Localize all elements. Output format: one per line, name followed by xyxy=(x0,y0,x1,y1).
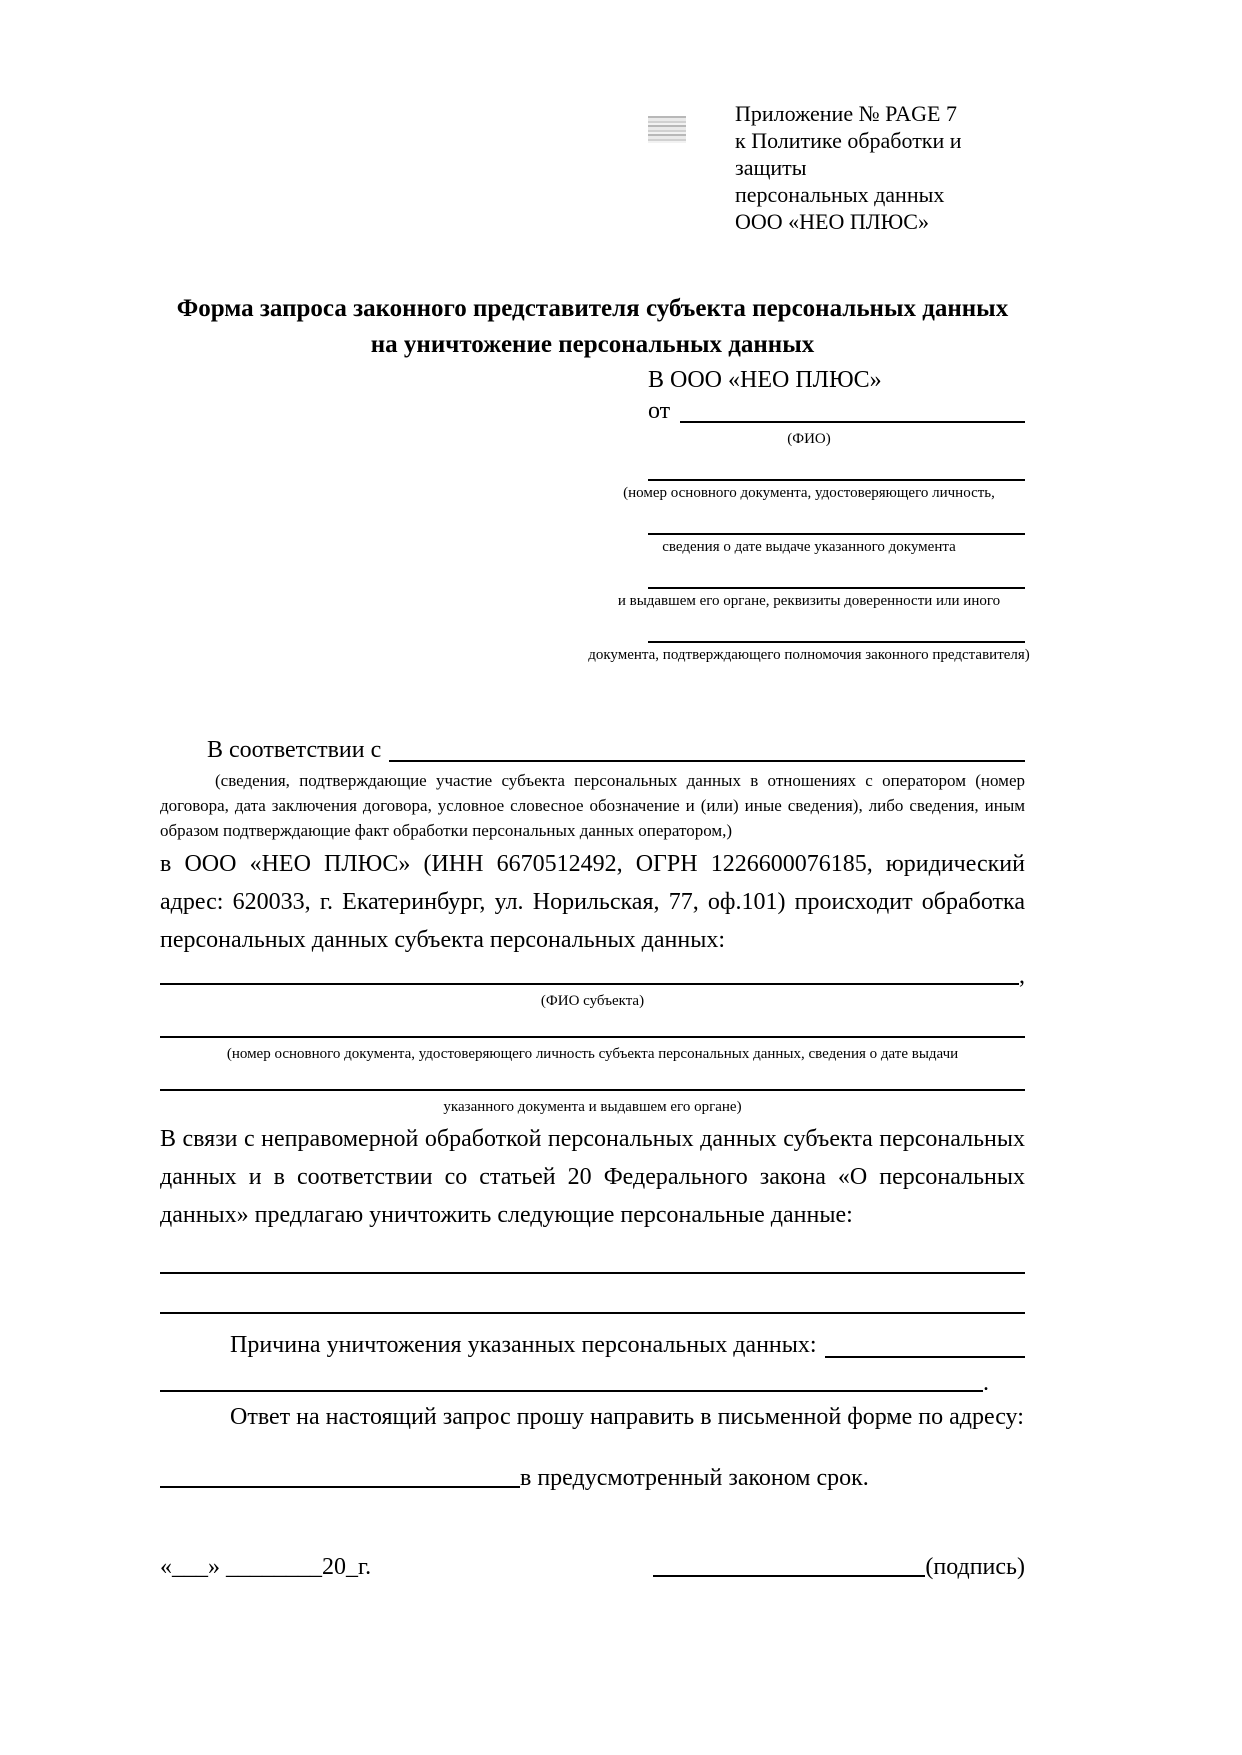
issue-date-caption: сведения о дате выдаче указанного документа xyxy=(662,539,956,555)
date-line[interactable]: «___» ________20_г. xyxy=(160,1554,372,1580)
document-number-input-line[interactable] xyxy=(648,450,1025,481)
document-header xyxy=(735,100,1025,235)
subject-fio-row xyxy=(160,959,1025,989)
addressee-company: В ООО «НЕО ПЛЮС» xyxy=(648,367,882,393)
answer-address-row xyxy=(160,1458,1025,1492)
answer-paragraph: Ответ на настоящий запрос прошу направить в письменной форме по адресу: xyxy=(230,1404,1024,1430)
signature-input-line[interactable] xyxy=(653,1575,925,1577)
subject-authority-caption: указанного документа и выдавшем его органе) xyxy=(443,1099,742,1115)
signature-group xyxy=(653,1554,1025,1581)
destroy-paragraph: В связи с неправомерной обработкой персональных данных субъекта персональных данных и в соответствии со статьей 20 Федерального закона «О персональных данных» предлагаю уничтожить следующие персональные данные: xyxy=(160,1126,1025,1228)
subject-document-caption: (номер основного документа, удостоверяющего личность субъекта персональных данных, сведения о дате выдачи xyxy=(226,1046,959,1062)
document-title xyxy=(160,291,1025,363)
issuing-authority-input-line[interactable] xyxy=(648,558,1025,589)
signature-caption: (подпись) xyxy=(925,1554,1025,1580)
field-code-lines-icon xyxy=(648,116,686,143)
fio-caption: (ФИО) xyxy=(787,431,831,447)
destroy-data-input-line-1[interactable] xyxy=(160,1234,1025,1274)
subject-fio-caption: (ФИО субъекта) xyxy=(540,993,645,1009)
reason-period: . xyxy=(983,1370,989,1396)
subject-authority-input-line[interactable] xyxy=(160,1088,1025,1091)
answer-term-text: в предусмотренный законом срок. xyxy=(520,1465,869,1491)
subject-document-input-line[interactable] xyxy=(160,1035,1025,1038)
signature-footer xyxy=(160,1554,1025,1581)
according-label: В соответствии с xyxy=(207,737,382,763)
according-input-line[interactable] xyxy=(389,759,1025,762)
reason-continuation-row xyxy=(160,1362,1025,1396)
destroy-data-input-line-2[interactable] xyxy=(160,1274,1025,1314)
reason-label: Причина уничтожения указанных персональных данных: xyxy=(230,1332,817,1358)
title-line-2: на уничтожение персональных данных xyxy=(370,331,815,358)
header-policy-line2: персональных данных xyxy=(735,182,945,207)
from-row xyxy=(648,396,1025,427)
reason-input-line[interactable] xyxy=(825,1355,1025,1358)
representative-authority-caption: документа, подтверждающего полномочия законного представителя) xyxy=(588,647,1030,663)
issuing-authority-field xyxy=(617,558,1025,612)
reason-row xyxy=(160,1328,1025,1362)
fio-input-line[interactable] xyxy=(680,420,1025,423)
representative-authority-field xyxy=(588,612,1030,666)
document-content xyxy=(160,100,1030,1581)
header-appendix-line: Приложение № PAGE 7 xyxy=(735,101,957,126)
answer-address-input-line[interactable] xyxy=(160,1486,520,1488)
document-number-field xyxy=(623,450,1025,504)
header-company-line: ООО «НЕО ПЛЮС» xyxy=(735,209,929,234)
addressee-block xyxy=(588,365,1030,666)
header-policy-line: к Политике обработки и защиты xyxy=(735,128,962,180)
subject-document-row xyxy=(160,1012,1025,1042)
relations-small-print: (сведения, подтверждающие участие субъекта персональных данных в отношениях с оператором (номер договора, дата заключения договора, условное словесное обозначение и (или) иные сведения), либо сведения, иным образом подтверждающие факт обработки персональных данных оператором,) xyxy=(160,771,1025,840)
subject-fio-input-line[interactable] xyxy=(160,982,1019,985)
operator-paragraph: в ООО «НЕО ПЛЮС» (ИНН 6670512492, ОГРН 1226600076185, юридический адрес: 620033, г. Екатеринбург, ул. Норильская, 77, оф.101) происходит обработка персональных данных субъекта персональных данных: xyxy=(160,851,1025,953)
reason-continuation-input-line[interactable] xyxy=(160,1390,983,1392)
issue-date-field xyxy=(648,504,1025,558)
according-row xyxy=(160,734,1025,766)
subject-authority-row xyxy=(160,1065,1025,1095)
issue-date-input-line[interactable] xyxy=(648,504,1025,535)
subject-fio-suffix: , xyxy=(1019,963,1025,989)
document-number-caption: (номер основного документа, удостоверяющего личность, xyxy=(623,485,995,501)
from-label: от xyxy=(648,398,671,424)
title-line-1: Форма запроса законного представителя субъекта персональных данных xyxy=(176,295,1009,322)
issuing-authority-caption: и выдавшем его органе, реквизиты доверенности или иного xyxy=(617,593,1001,609)
representative-authority-input-line[interactable] xyxy=(648,612,1025,643)
